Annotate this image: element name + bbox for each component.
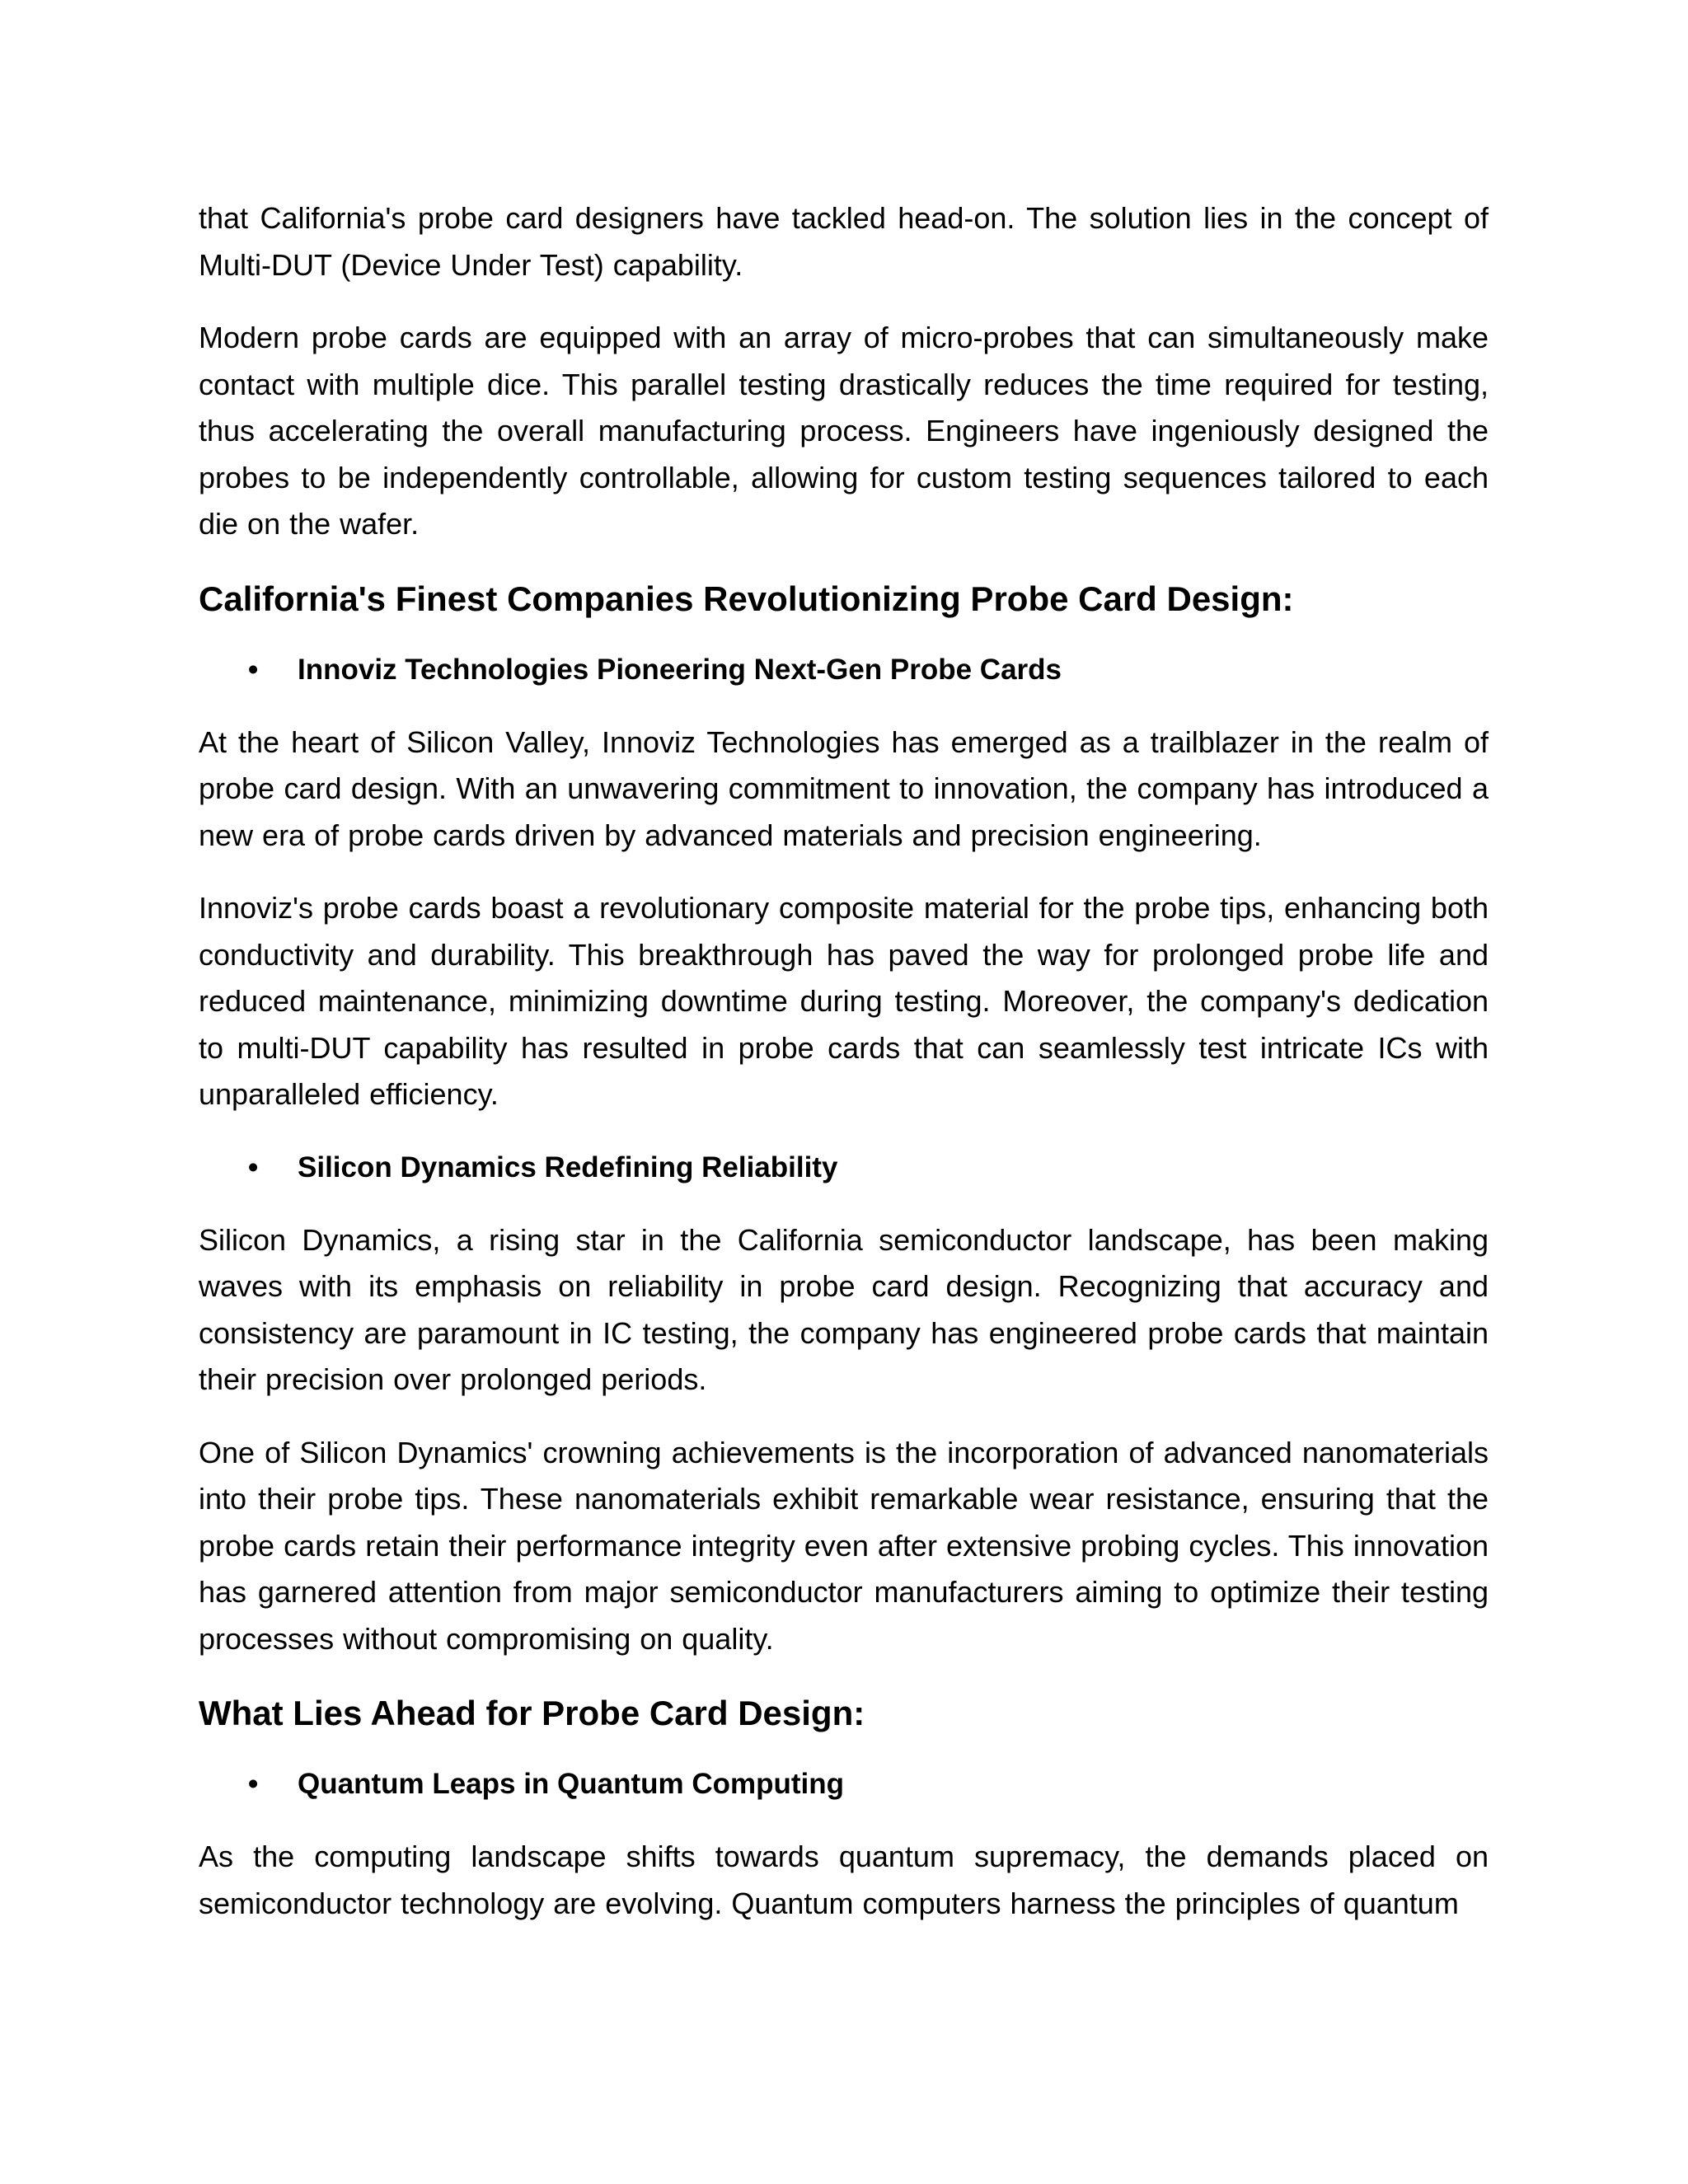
document-page [199, 195, 1489, 1953]
paragraph-innoviz-intro: At the heart of Silicon Valley, Innoviz Technologies has emerged as a trailblazer in the realm of probe card design. With an unwavering commitment to innovation, the company has introduced a new era of probe cards driven by advanced materials and precision engineering. [199, 724, 1489, 852]
bullet-dot-icon: • [248, 1768, 259, 1800]
section-heading-california-companies: California's Finest Companies Revolutionizing Probe Card Design: [199, 579, 1294, 618]
bullet-dot-icon: • [248, 653, 259, 686]
paragraph-innoviz-materials: Innoviz's probe cards boast a revolutionary composite material for the probe tips, enhancing both conductivity and durability. This breakthrough has paved the way for prolonged probe life and reduced maintenance, minimizing downtime during testing. Moreover, the company's dedication to multi-DUT capability has resulted in probe cards that can seamlessly test intricate ICs with unparalleled efficiency. [199, 891, 1489, 1111]
paragraph-silicon-dynamics-intro: Silicon Dynamics, a rising star in the California semiconductor landscape, has been making waves with its emphasis on reliability in probe card design. Recognizing that accuracy and consistency are paramount in IC testing, the company has engineered probe cards that maintain their precision over prolonged periods. [199, 1222, 1489, 1396]
paragraph-quantum-computing: As the computing landscape shifts towards quantum supremacy, the demands placed on semiconductor technology are evolving. Quantum computers harness the principles of quantum [199, 1840, 1489, 1920]
bullet-item-label: Silicon Dynamics Redefining Reliability [298, 1151, 838, 1183]
bullet-item-label: Quantum Leaps in Quantum Computing [298, 1768, 845, 1800]
paragraph-multi-dut-intro: that California's probe card designers have tackled head-on. The solution lies in the concept of Multi-DUT (Device Under Test) capability. [199, 201, 1489, 282]
paragraph-modern-probe-cards: Modern probe cards are equipped with an array of micro-probes that can simultaneously make contact with multiple dice. This parallel testing drastically reduces the time required for testing, thus accelerating the overall manufacturing process. Engineers have ingeniously designed the probes to be independently controllable, allowing for custom testing sequences tailored to each die on the wafer. [199, 321, 1489, 541]
section-heading-what-lies-ahead: What Lies Ahead for Probe Card Design: [199, 1694, 865, 1732]
bullet-dot-icon: • [248, 1151, 259, 1183]
bullet-item-silicon-dynamics [199, 1145, 1489, 1191]
bullet-item-quantum [199, 1761, 1489, 1807]
paragraph-silicon-dynamics-nanomaterials: One of Silicon Dynamics' crowning achievements is the incorporation of advanced nanomaterials into their probe tips. These nanomaterials exhibit remarkable wear resistance, ensuring that the probe cards retain their performance integrity even after extensive probing cycles. This innovation has garnered attention from major semiconductor manufacturers aiming to optimize their testing processes without compromising on quality. [199, 1435, 1489, 1656]
bullet-item-innoviz [199, 647, 1489, 693]
bullet-item-label: Innoviz Technologies Pioneering Next-Gen Probe Cards [298, 653, 1062, 686]
